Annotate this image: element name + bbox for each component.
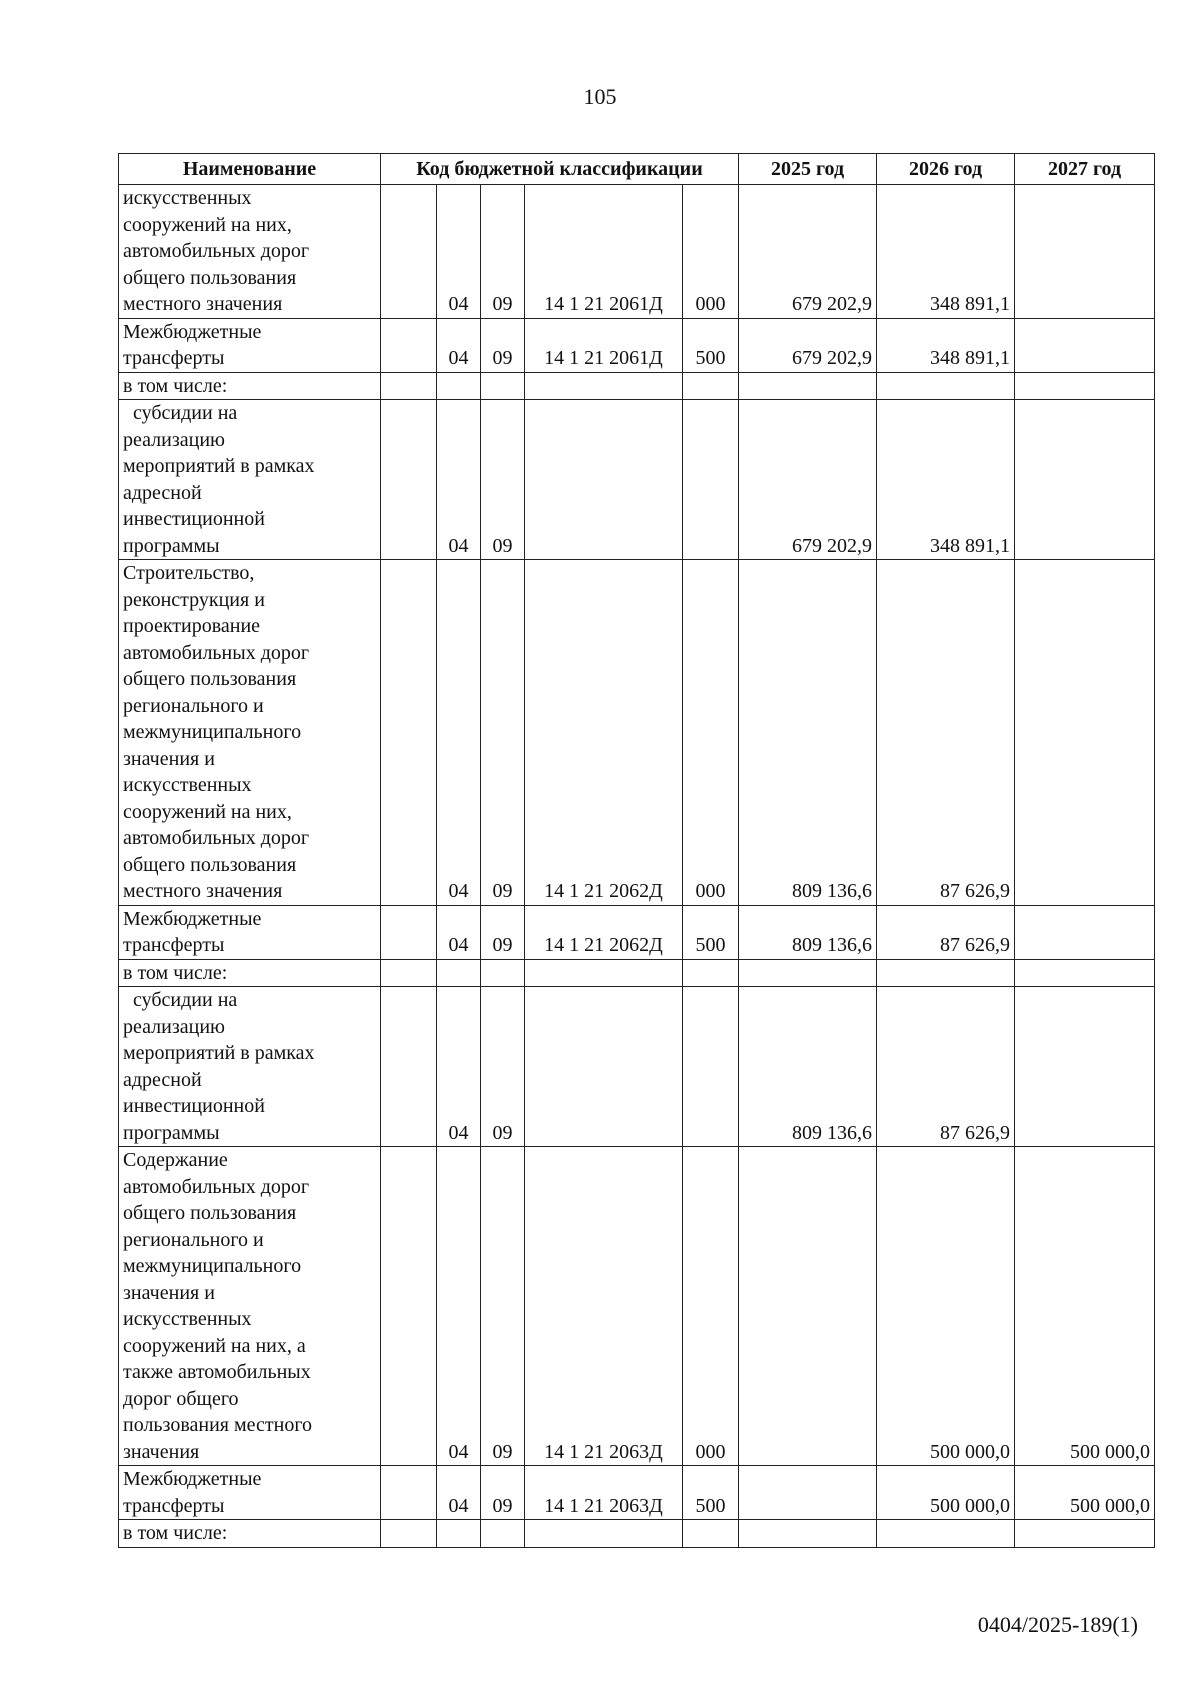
cell-expense-type (683, 959, 739, 987)
cell-name-line: дорог общего (123, 1387, 239, 1410)
cell-amount-2027 (1015, 318, 1155, 372)
cell-subsection: 09 (481, 987, 525, 1147)
cell-section: 04 (437, 318, 481, 372)
cell-code-blank (381, 372, 437, 400)
cell-name-line: в том числе: (123, 374, 228, 397)
cell-expense-type (683, 400, 739, 560)
cell-target-article (525, 400, 683, 560)
cell-name-line: общего пользования (123, 853, 297, 876)
cell-amount-2027: 500 000,0 (1015, 1466, 1155, 1520)
cell-name (119, 185, 381, 319)
cell-amount-2026: 87 626,9 (877, 560, 1015, 906)
cell-code-blank (381, 987, 437, 1147)
cell-code-blank (381, 1466, 437, 1520)
cell-code-blank (381, 560, 437, 906)
cell-code-blank (381, 318, 437, 372)
cell-amount-2026: 87 626,9 (877, 987, 1015, 1147)
cell-subsection: 09 (481, 905, 525, 959)
cell-name-line: искусственных (123, 774, 252, 796)
cell-target-article: 14 1 21 2062Д (525, 560, 683, 906)
cell-section (437, 959, 481, 987)
table-row (119, 560, 1155, 906)
cell-expense-type: 500 (683, 1466, 739, 1520)
cell-target-article: 14 1 21 2061Д (525, 318, 683, 372)
cell-name-line: субсидии на (123, 989, 238, 1011)
cell-section: 04 (437, 560, 481, 906)
cell-amount-2026: 348 891,1 (877, 185, 1015, 319)
header-year-2027: 2027 год (1015, 154, 1155, 185)
cell-name-line: субсидии на (123, 402, 238, 424)
cell-target-article: 14 1 21 2063Д (525, 1147, 683, 1466)
cell-expense-type: 000 (683, 560, 739, 906)
cell-name (119, 318, 381, 372)
cell-expense-type: 000 (683, 1147, 739, 1466)
cell-name-line: сооружений на них, (123, 800, 292, 823)
cell-target-article (525, 1520, 683, 1548)
cell-amount-2026 (877, 372, 1015, 400)
table-row (119, 372, 1155, 400)
cell-amount-2027 (1015, 560, 1155, 906)
table-row (119, 400, 1155, 560)
cell-amount-2027 (1015, 905, 1155, 959)
cell-amount-2026 (877, 1520, 1015, 1548)
cell-subsection: 09 (481, 560, 525, 906)
cell-code-blank (381, 1147, 437, 1466)
cell-name-line: местного значения (123, 880, 283, 902)
cell-amount-2026: 87 626,9 (877, 905, 1015, 959)
cell-section: 04 (437, 905, 481, 959)
cell-subsection: 09 (481, 318, 525, 372)
cell-amount-2027 (1015, 987, 1155, 1147)
table-row (119, 1520, 1155, 1548)
table-row (119, 905, 1155, 959)
cell-section: 04 (437, 1147, 481, 1466)
cell-target-article (525, 372, 683, 400)
cell-amount-2027 (1015, 1520, 1155, 1548)
cell-name-line: значения и (123, 1281, 215, 1304)
cell-name-line: проектирование (123, 615, 261, 637)
cell-subsection (481, 372, 525, 400)
cell-amount-2026 (877, 959, 1015, 987)
cell-name-line: пользования местного (123, 1414, 313, 1436)
table-row (119, 1147, 1155, 1466)
cell-name-line: реализацию (123, 428, 225, 451)
cell-subsection (481, 959, 525, 987)
table-row (119, 987, 1155, 1147)
cell-subsection: 09 (481, 185, 525, 319)
cell-name-line: реконструкция и (123, 588, 265, 611)
cell-amount-2026: 348 891,1 (877, 318, 1015, 372)
cell-name (119, 1466, 381, 1520)
cell-name-line: общего пользования (123, 668, 297, 690)
table-row (119, 318, 1155, 372)
cell-code-blank (381, 1520, 437, 1548)
cell-code-blank (381, 185, 437, 319)
cell-subsection (481, 1520, 525, 1548)
cell-name-line: Межбюджетные (123, 907, 262, 930)
cell-amount-2025 (739, 1520, 877, 1548)
table-body (119, 185, 1155, 1548)
table-row (119, 185, 1155, 319)
cell-name-line: инвестиционной (123, 508, 265, 530)
cell-name-line: искусственных (123, 1308, 252, 1330)
table-header-row (119, 154, 1155, 185)
cell-name-line: Содержание (123, 1149, 228, 1171)
cell-name-line: искусственных (123, 187, 252, 209)
cell-name (119, 1520, 381, 1548)
cell-expense-type (683, 372, 739, 400)
cell-section: 04 (437, 987, 481, 1147)
cell-name-line: автомобильных дорог (123, 827, 310, 849)
budget-table (118, 153, 1155, 1548)
cell-name-line: межмуниципального (123, 721, 302, 743)
cell-amount-2026: 348 891,1 (877, 400, 1015, 560)
table-row (119, 959, 1155, 987)
cell-target-article (525, 959, 683, 987)
cell-section: 04 (437, 1466, 481, 1520)
cell-name-line: трансферты (123, 347, 225, 369)
cell-section (437, 372, 481, 400)
table-row (119, 1466, 1155, 1520)
header-budget-code: Код бюджетной классификации (381, 154, 739, 185)
cell-name-line: межмуниципального (123, 1255, 302, 1277)
cell-name (119, 987, 381, 1147)
cell-amount-2025: 809 136,6 (739, 987, 877, 1147)
cell-code-blank (381, 905, 437, 959)
cell-name-line: автомобильных дорог (123, 1175, 310, 1198)
header-year-2026: 2026 год (877, 154, 1015, 185)
cell-target-article: 14 1 21 2061Д (525, 185, 683, 319)
cell-name-line: сооружений на них, (123, 213, 292, 236)
cell-name-line: реализацию (123, 1015, 225, 1038)
cell-expense-type (683, 1520, 739, 1548)
cell-name-line: также автомобильных (123, 1361, 311, 1383)
cell-name-line: Межбюджетные (123, 1468, 262, 1490)
cell-target-article: 14 1 21 2063Д (525, 1466, 683, 1520)
cell-amount-2027 (1015, 959, 1155, 987)
cell-name-line: Строительство, (123, 562, 255, 584)
cell-amount-2025: 809 136,6 (739, 560, 877, 906)
cell-name-line: автомобильных дорог (123, 240, 310, 262)
cell-amount-2027: 500 000,0 (1015, 1147, 1155, 1466)
cell-name-line: программы (123, 534, 220, 557)
cell-name-line: программы (123, 1121, 220, 1144)
cell-expense-type (683, 987, 739, 1147)
document-code: 0404/2025-189(1) (977, 1612, 1138, 1637)
cell-subsection: 09 (481, 1466, 525, 1520)
cell-name-line: значения и (123, 747, 215, 770)
cell-expense-type: 500 (683, 905, 739, 959)
cell-section: 04 (437, 185, 481, 319)
cell-target-article: 14 1 21 2062Д (525, 905, 683, 959)
cell-name-line: сооружений на них, а (123, 1334, 306, 1357)
cell-section (437, 1520, 481, 1548)
cell-amount-2025 (739, 372, 877, 400)
cell-name-line: в том числе: (123, 961, 228, 984)
cell-amount-2025 (739, 1147, 877, 1466)
cell-amount-2025: 679 202,9 (739, 318, 877, 372)
cell-name (119, 1147, 381, 1466)
cell-name-line: адресной (123, 1068, 202, 1091)
cell-code-blank (381, 959, 437, 987)
cell-name-line: адресной (123, 481, 202, 504)
cell-name-line: значения (123, 1440, 200, 1463)
cell-amount-2025 (739, 1466, 877, 1520)
cell-name-line: мероприятий в рамках (123, 455, 315, 477)
cell-name-line: в том числе: (123, 1522, 228, 1544)
cell-name-line: Межбюджетные (123, 320, 262, 343)
cell-name-line: трансферты (123, 1494, 225, 1517)
cell-amount-2026: 500 000,0 (877, 1466, 1015, 1520)
cell-amount-2025: 679 202,9 (739, 185, 877, 319)
cell-name-line: трансферты (123, 934, 225, 956)
cell-name-line: автомобильных дорог (123, 641, 310, 664)
cell-name-line: регионального и (123, 1228, 264, 1251)
cell-name (119, 400, 381, 560)
cell-subsection: 09 (481, 1147, 525, 1466)
cell-target-article (525, 987, 683, 1147)
cell-name-line: общего пользования (123, 1202, 297, 1224)
cell-expense-type: 000 (683, 185, 739, 319)
cell-name (119, 560, 381, 906)
header-name: Наименование (119, 154, 381, 185)
cell-section: 04 (437, 400, 481, 560)
cell-name-line: регионального и (123, 694, 264, 717)
cell-amount-2025 (739, 959, 877, 987)
header-year-2025: 2025 год (739, 154, 877, 185)
cell-name-line: инвестиционной (123, 1095, 265, 1117)
cell-name (119, 959, 381, 987)
cell-code-blank (381, 400, 437, 560)
cell-amount-2026: 500 000,0 (877, 1147, 1015, 1466)
cell-name (119, 905, 381, 959)
cell-amount-2025: 679 202,9 (739, 400, 877, 560)
cell-name-line: общего пользования (123, 266, 297, 289)
cell-expense-type: 500 (683, 318, 739, 372)
cell-amount-2027 (1015, 372, 1155, 400)
cell-name-line: мероприятий в рамках (123, 1042, 315, 1064)
page-number: 105 (583, 84, 617, 109)
cell-subsection: 09 (481, 400, 525, 560)
cell-amount-2025: 809 136,6 (739, 905, 877, 959)
cell-amount-2027 (1015, 400, 1155, 560)
cell-name-line: местного значения (123, 293, 283, 315)
cell-name (119, 372, 381, 400)
cell-amount-2027 (1015, 185, 1155, 319)
